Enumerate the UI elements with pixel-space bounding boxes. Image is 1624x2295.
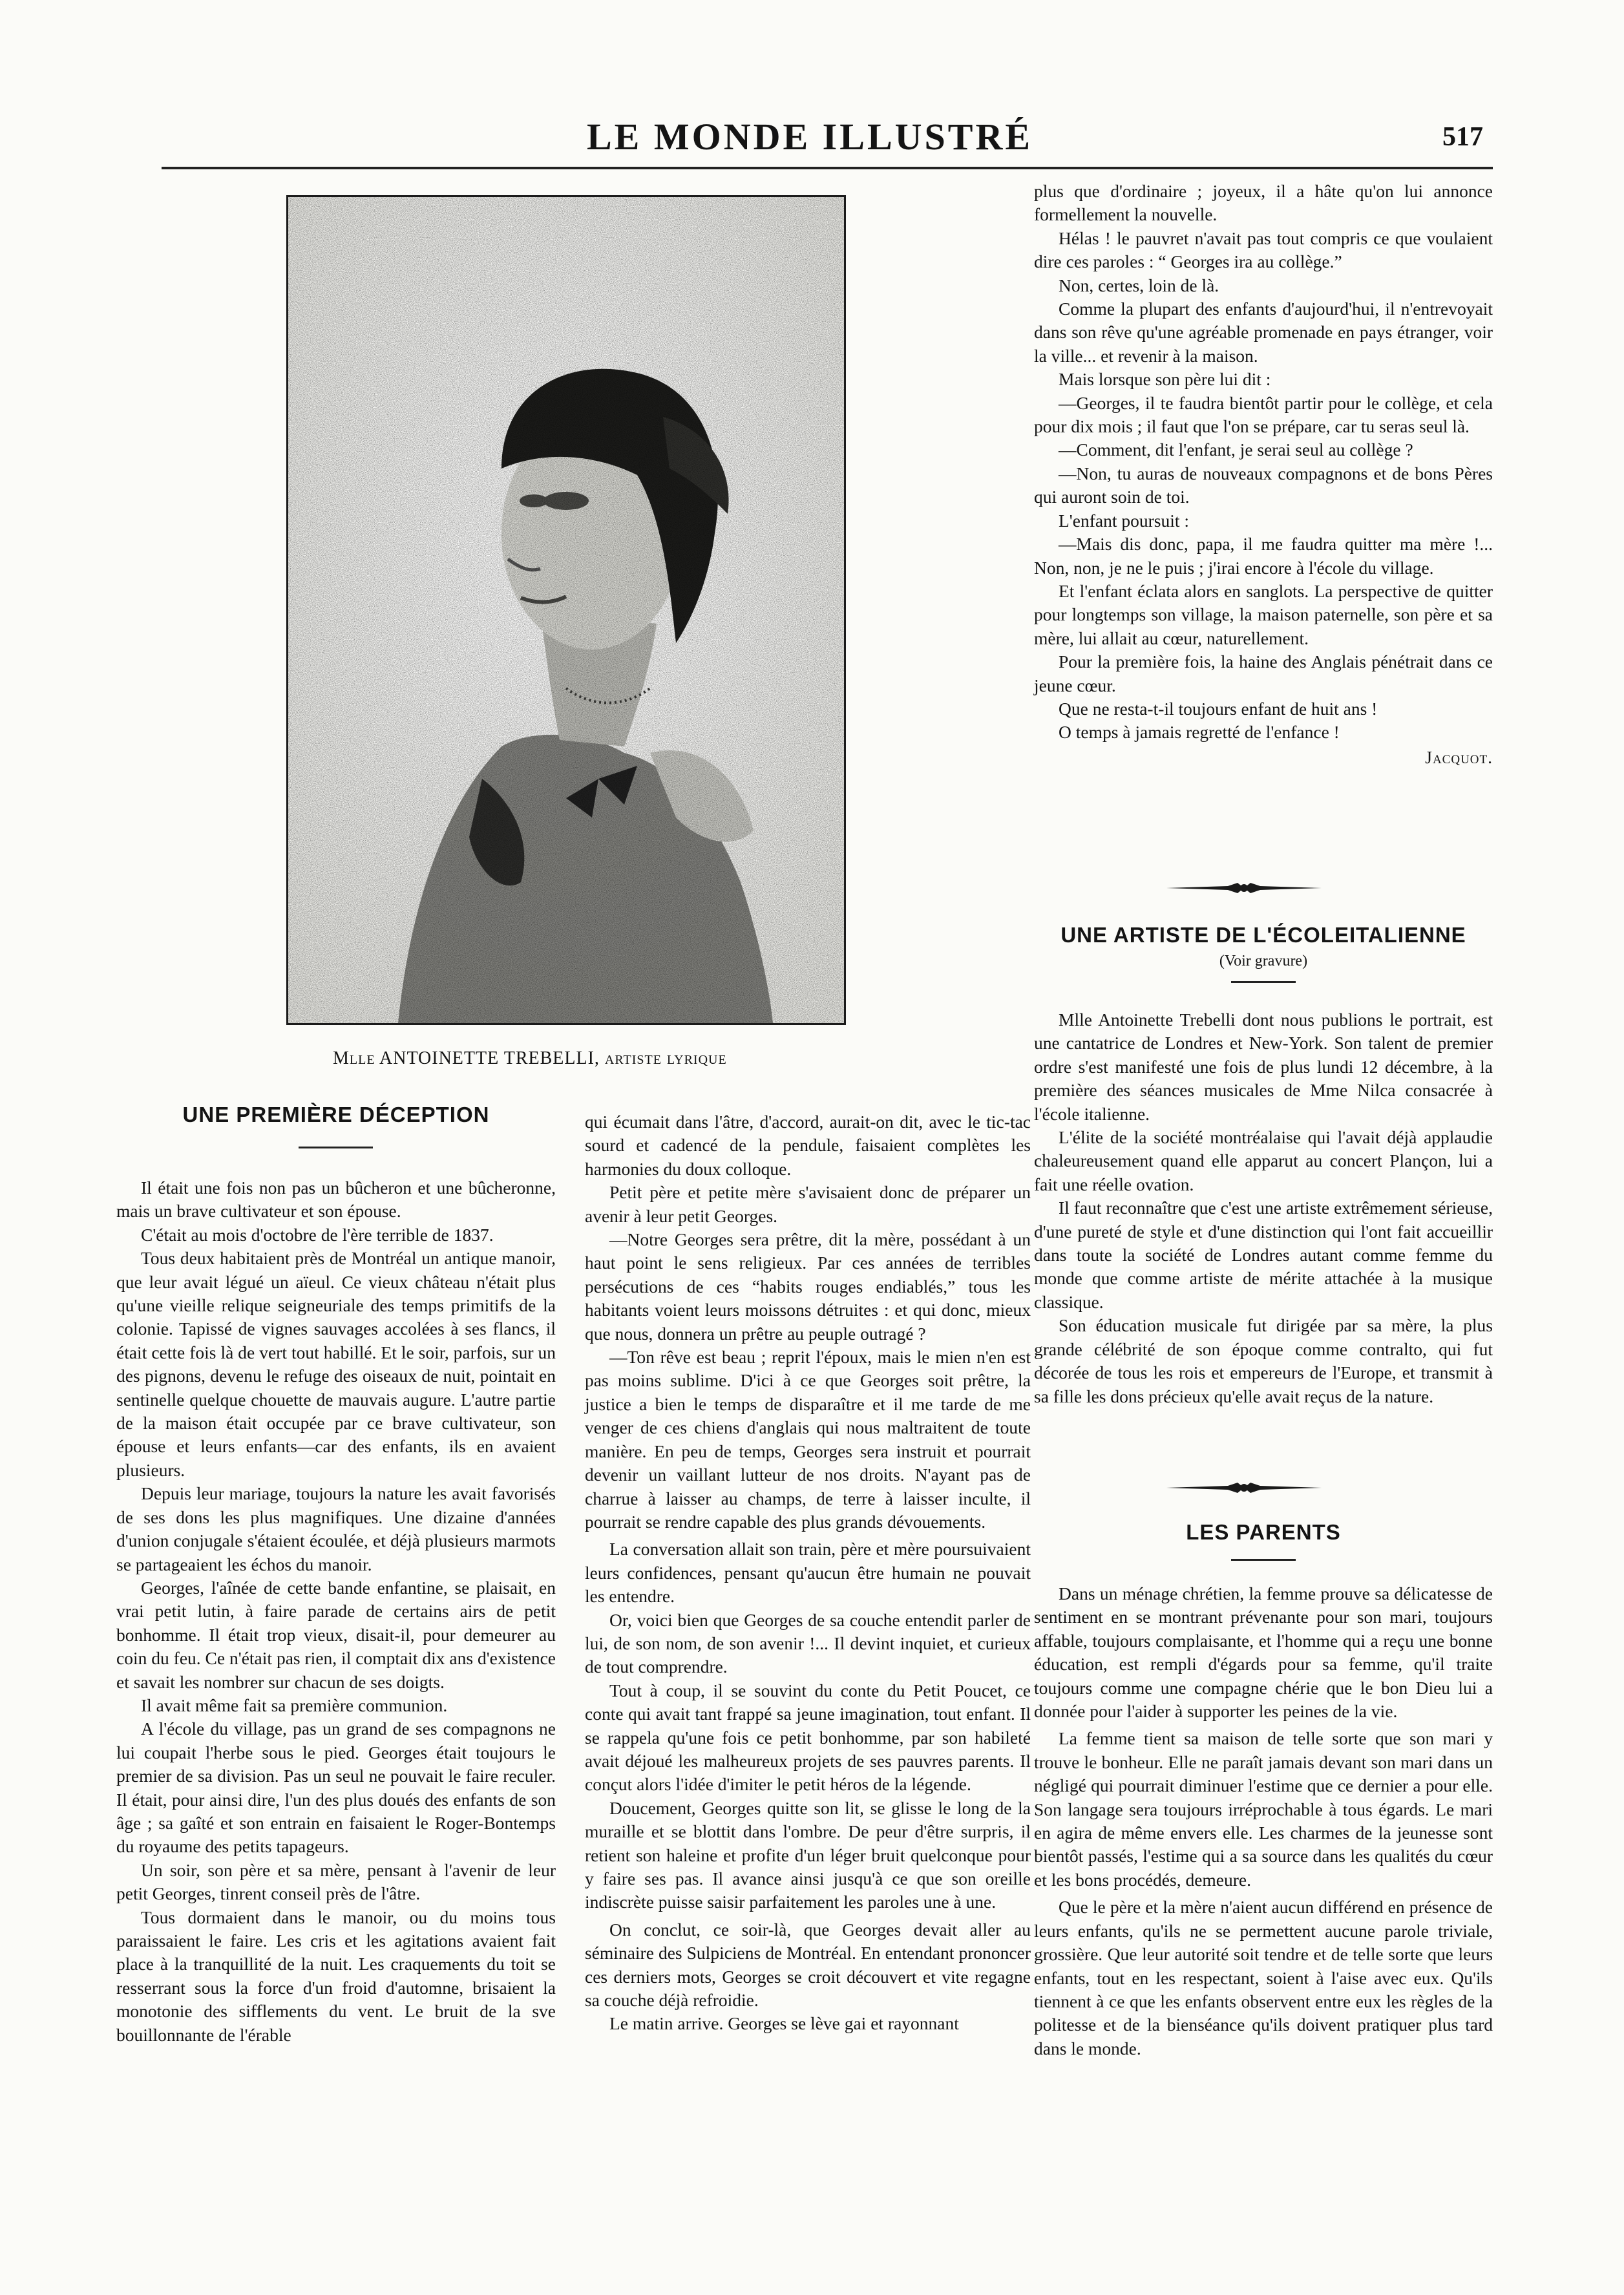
page-number: 517: [1442, 122, 1483, 152]
paragraph: Son éducation musicale fut dirigée par sa mère, la plus grande célébrité de son époque comme contralto, qui fut décorée de tous les rois et empereurs de l'Europe, et transmit à sa fille les dons précieux qu'elle avait reçus de la nature.: [1034, 1315, 1493, 1406]
paragraph: Tous deux habitaient près de Montréal un antique manoir, que leur avait légué un aïeul. Ce vieux château n'était plus qu'une vieille relique seigneuriale des temps primitifs de la colonie. Tapissé de vignes sauvages accolées à ses flancs, il était cette fois là de vert tout habillé. Et le soir, parfois, sur un des pignons, devenu le refuge des oiseaux de nuit, pointait en sentinelle quelque chouette de mauvais augure. L'autre partie de la maison était occupée par ce brave cultivateur, son épouse et leurs enfants—car des enfants, ils en avaient plusieurs.: [116, 1248, 556, 1480]
masthead: [0, 115, 1624, 160]
paragraph: —Mais dis donc, papa, il me faudra quitter ma mère !... Non, non, je ne le puis ; j'irai encore à l'école du village.: [1034, 534, 1493, 578]
paragraph: Doucement, Georges quitte son lit, se glisse le long de la muraille et se blottit dans l'ombre. De peur d'être surpris, il retient son haleine et profite d'un léger bruit quelconque pour y faire ses pas. Il avance ainsi jusqu'à ce que son oreille indiscrète puisse saisir parfaitement les paroles une à une.: [585, 1797, 1031, 1912]
article-title-les-parents: LES PARENTS: [1186, 1520, 1341, 1544]
paragraph: Or, voici bien que Georges de sa couche entendit parler de lui, de son nom, de son avenir !... Il devint inquiet, et curieux de tout comprendre.: [585, 1609, 1031, 1677]
portrait-engraving: [286, 195, 846, 1025]
paragraph: —Comment, dit l'enfant, je serai seul au collège ?: [1059, 439, 1413, 460]
paragraph: La femme tient sa maison de telle sorte que son mari y trouve le bonheur. Elle ne paraît jamais devant son mari dans un négligé qui pourrait diminuer l'estime que ce dernier a pour elle. Son langage sera toujours irréprochable à tous égards. Le mari en agira de même envers elle. Les charmes de la jeunesse sont bientôt passés, l'estime qui a sa source dans les qualités du cœur et les bons procédés, demeure.: [1034, 1728, 1493, 1890]
portrait-illustration: [288, 197, 844, 1023]
paragraph: Que le père et la mère n'aient aucun différend en présence de leurs enfants, qu'ils ne se permettent aucune parole triviale, grossière. Que leur autorité soit tendre et de telle sorte que leurs enfants, tout en les respectant, soient à l'aise avec eux. Qu'ils tiennent à ce que les enfants observent entre eux les règles de la politesse et de la bienséance qu'ils doivent pratiquer plus tard dans le monde.: [1034, 1897, 1493, 2058]
paragraph: Et l'enfant éclata alors en sanglots. La perspective de quitter pour longtemps son village, la maison paternelle, son père et sa mère, lui allait au cœur, naturellement.: [1034, 580, 1493, 648]
paragraph: —Georges, il te faudra bientôt partir pour le collège, et cela pour dix mois ; il faut que l'on se prépare, car tu seras seul là.: [1034, 392, 1493, 437]
paragraph: —Ton rêve est beau ; reprit l'époux, mais le mien n'en est pas moins sublime. D'ici à ce que Georges soit prêtre, la justice a bien le temps de disparaître et il me tarde de me venger de ces chiens d'anglais qui nous maltraitent de toute manière. En peu de temps, Georges sera instruit et pourrait devenir un vaillant lutteur de nos droits. N'ayant pas de charrue à laisser au champs, de terre à laisser inculte, il pourrait se rendre capable des plus grands dévouements.: [585, 1347, 1031, 1532]
paragraph: O temps à jamais regretté de l'enfance !: [1059, 722, 1340, 743]
paragraph: Il était une fois non pas un bûcheron et une bûcheronne, mais un brave cultivateur et son épouse.: [116, 1178, 556, 1222]
article-2-body: [1034, 1008, 1493, 1408]
paragraph: —Notre Georges sera prêtre, dit la mère, possédant à un haut point le sens religieux. Par ces années de terribles persécutions de ces “habits rouges endiablés,” tous les habitants voient leurs moissons détruites : et qui donc, mieux que nous, donnera un prêtre au peuple outragé ?: [585, 1229, 1031, 1344]
paragraph: Hélas ! le pauvret n'avait pas tout compris ce que voulaient dire ces paroles : “ Georges ira au collège.”: [1034, 227, 1493, 272]
paragraph: Que ne resta-t-il toujours enfant de huit ans !: [1059, 698, 1378, 719]
title-rule: [1231, 981, 1296, 983]
paragraph: Depuis leur mariage, toujours la nature les avait favorisés de ses dons les plus magnifiques. Une dizaine d'années d'union conjugale s'étaient écoulée, et déjà plusieurs marmots se partageaient les échos du manoir.: [116, 1483, 556, 1574]
column-1: [116, 1176, 556, 2047]
paragraph: L'élite de la société montréalaise qui l'avait déjà applaudie chaleureusement quand elle apparut au concert Plançon, lui a fait une réelle ovation.: [1034, 1127, 1493, 1194]
title-rule: [299, 1147, 373, 1148]
paragraph: plus que d'ordinaire ; joyeux, il a hâte qu'on lui annonce formellement la nouvelle.: [1034, 181, 1493, 225]
article-title-premiere-deception: UNE PREMIÈRE DÉCEPTION: [182, 1103, 490, 1126]
paragraph: Pour la première fois, la haine des Anglais pénétrait dans ce jeune cœur.: [1034, 651, 1493, 695]
column-3: [1034, 180, 1493, 769]
paragraph: On conclut, ce soir-là, que Georges devait aller au séminaire des Sulpiciens de Montréal. En entendant prononcer ces derniers mots, Georges se croit découvert et vite regagne sa couche déjà refroidie.: [585, 1919, 1031, 2011]
paragraph: Comme la plupart des enfants d'aujourd'hui, il n'entrevoyait dans son rêve qu'une agréable promenade en pays étranger, voir la ville... et revenir à la maison.: [1034, 299, 1493, 366]
paragraph: Non, certes, loin de là.: [1059, 275, 1219, 295]
column-2: [585, 1110, 1031, 2036]
paragraph: Le matin arrive. Georges se lève gai et rayonnant: [609, 2013, 959, 2034]
paragraph: La conversation allait son train, père et mère poursuivaient leurs confidences, pensant qu'aucun être humain ne pouvait les entendre.: [585, 1539, 1031, 1607]
paragraph: Mais lorsque son père lui dit :: [1059, 369, 1271, 390]
paragraph: —Non, tu auras de nouveaux compagnons et de bons Pères qui auront soin de toi.: [1034, 463, 1493, 507]
paragraph: Il faut reconnaître que c'est une artiste extrêmement sérieuse, d'une pureté de style et d'une distinction qui l'ont fait accueillir dans toute la société de Londres autant comme femme du monde que comme artiste de mérite attachée à la musique classique.: [1034, 1198, 1493, 1312]
article-title-artiste-ecole-italienne: UNE ARTISTE DE L'ÉCOLEITALIENNE: [1060, 923, 1466, 947]
paragraph: Mlle Antoinette Trebelli dont nous publions le portrait, est une cantatrice de Londres et New-York. Son talent de premier ordre s'est manifesté une fois de plus lundi 12 décembre, à la première des séances musicales de Mme Nilca consacrée à l'école italienne.: [1034, 1010, 1493, 1124]
paragraph: Petit père et petite mère s'avisaient donc de préparer un avenir à leur petit Georges.: [585, 1182, 1031, 1226]
paragraph: L'enfant poursuit :: [1059, 510, 1189, 531]
ornament-divider-icon: [1166, 1480, 1322, 1496]
author-signature: Jacquot.: [1425, 746, 1493, 767]
title-rule: [1231, 1559, 1296, 1561]
portrait-caption: Mlle ANTOINETTE TREBELLI, artiste lyrique: [333, 1048, 727, 1068]
paragraph: Un soir, son père et sa mère, pensant à l'avenir de leur petit Georges, tinrent conseil près de l'âtre.: [116, 1859, 556, 1904]
ornament-divider-icon: [1166, 880, 1322, 896]
paragraph: A l'école du village, pas un grand de ses compagnons ne lui coupait l'herbe sous le pied. Georges était toujours le premier de sa division. Pas un seul ne pouvait le faire reculer. Il était, pour ainsi dire, l'un des plus doués des enfants de son âge ; sa gaîté et son entrain en faisaient le Roger-Bontemps du royaume des petits tapageurs.: [116, 1719, 556, 1857]
article-3-body: [1034, 1582, 1493, 2060]
header-rule: [162, 167, 1493, 169]
newspaper-title: LE MONDE ILLUSTRÉ: [587, 116, 1033, 158]
paragraph: Il avait même fait sa première communion.: [141, 1695, 448, 1715]
paragraph: qui écumait dans l'âtre, d'accord, aurait-on dit, avec le tic-tac sourd et cadencé de la pendule, faisaient complètes les harmonies du doux colloque.: [585, 1112, 1031, 1179]
paragraph: C'était au mois d'octobre de l'ère terrible de 1837.: [141, 1224, 494, 1245]
paragraph: Dans un ménage chrétien, la femme prouve sa délicatesse de sentiment en se montrant prévenante pour son mari, toujours affable, toujours complaisante, et l'homme qui a reçu une bonne éducation, est rempli d'égards pour sa femme, qu'il traite toujours comme une compagne chérie que le bon Dieu lui a donnée pour l'aider à supporter les peines de la vie.: [1034, 1583, 1493, 1722]
paragraph: Georges, l'aînée de cette bande enfantine, se plaisait, en vrai petit lutin, à faire parade de certains airs de petit bonhomme. Il était trop vieux, disait-il, pour demeurer au coin du feu. Ce n'était pas rien, il comptait dix ans d'existence et savait les nombrer sur chacun de ses doigts.: [116, 1577, 556, 1692]
paragraph: Tout à coup, il se souvint du conte du Petit Poucet, ce conte qui avait tant frappé sa jeune imagination, tout enfant. Il se rappela qu'une fois ce petit bonhomme, par son habileté avait déjoué les malheureux projets de ses pauvres parents. Il conçut alors l'idée d'imiter le petit héros de la légende.: [585, 1680, 1031, 1795]
paragraph: Tous dormaient dans le manoir, ou du moins tous paraissaient le faire. Les cris et les agitations avaient fait place à la tranquillité de la nuit. Les craquements du toit se resserrant sous la force d'un froid d'automne, brisaient la monotonie des sifflements du vent. Le bruit de la sve bouillonnante de l'érable: [116, 1907, 556, 2045]
article-subtitle: (Voir gravure): [1219, 953, 1308, 969]
